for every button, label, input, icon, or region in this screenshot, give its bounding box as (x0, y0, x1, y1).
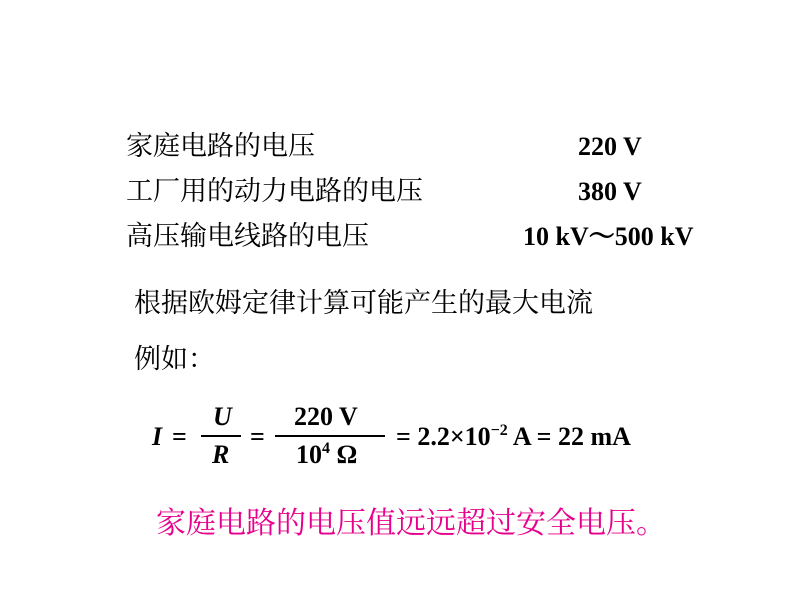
voltage-value-factory: 380 V (578, 177, 642, 206)
voltage-label-transmission: 高压输电线路的电压 (126, 221, 369, 252)
fraction-bar-2 (275, 435, 385, 437)
example-label: 例如： (134, 344, 215, 375)
formula-equals-1: = (172, 422, 187, 451)
formula-lhs: I (152, 422, 163, 451)
fraction-numerator-voltage: 220 V (294, 402, 358, 431)
voltage-label-factory: 工厂用的动力电路的电压 (126, 176, 423, 207)
fraction-bar-1 (201, 435, 241, 437)
fraction-denominator-resistance: $10^4$ Ω (296, 440, 358, 469)
fraction-denominator-r: R (212, 440, 230, 469)
formula-result: = $2.2\times 10^{-2}$ A = 22 mA (396, 422, 631, 451)
voltage-value-transmission: 10 kV～500 kV (523, 222, 694, 251)
ohms-law-statement: 根据欧姆定律计算可能产生的最大电流 (134, 288, 593, 319)
voltage-value-household: 220 V (578, 132, 642, 161)
formula-equals-2: = (250, 422, 265, 451)
fraction-numerator-u: U (213, 402, 232, 431)
conclusion-text: 家庭电路的电压值远远超过安全电压。 (156, 506, 666, 541)
voltage-label-household: 家庭电路的电压 (126, 131, 315, 162)
